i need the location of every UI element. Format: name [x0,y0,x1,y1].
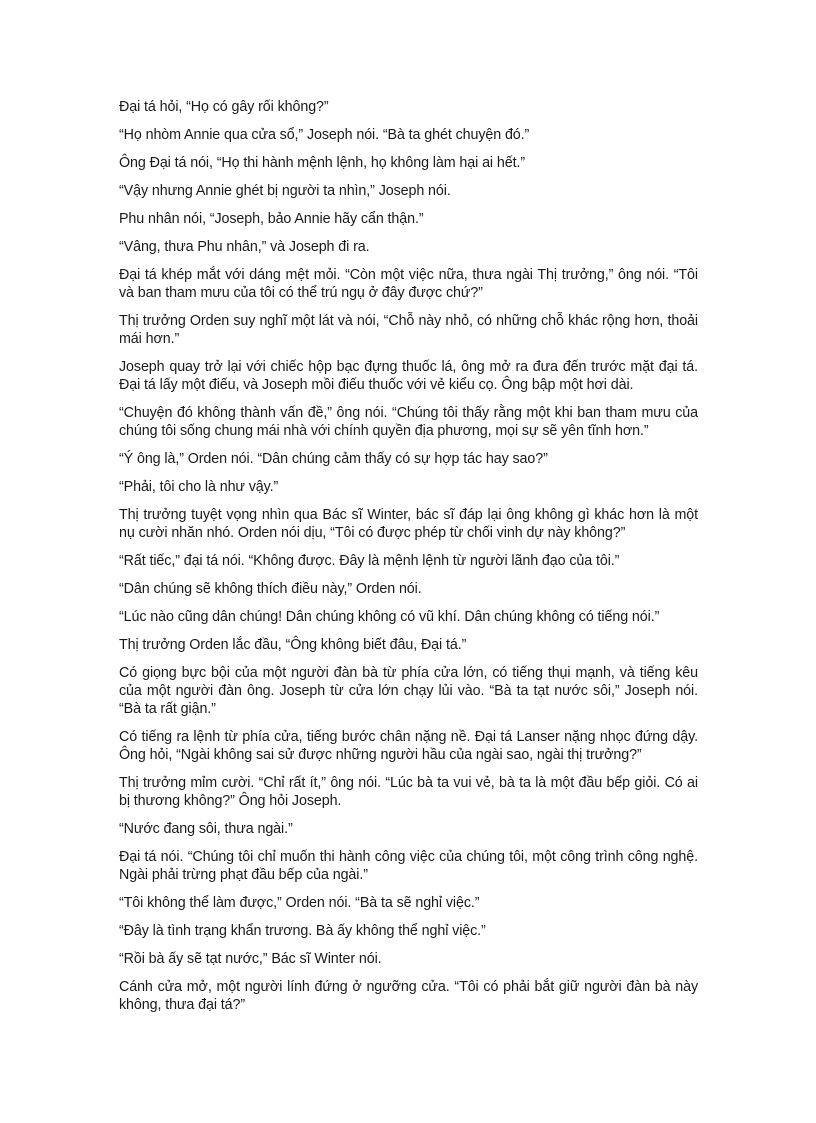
paragraph: Đại tá nói. “Chúng tôi chỉ muốn thi hành công việc của chúng tôi, một công trình công nghệ. Ngài phải trừng phạt đầu bếp của ngài.” [119,849,698,883]
paragraph: “Vâng, thưa Phu nhân,” và Joseph đi ra. [119,239,370,255]
paragraph: Thị trưởng mỉm cười. “Chỉ rất ít,” ông nói. “Lúc bà ta vui vẻ, bà ta là một đầu bếp giỏi. Có ai bị thương không?” Ông hỏi Joseph. [119,775,698,809]
paragraph: “Nước đang sôi, thưa ngài.” [119,821,293,837]
paragraph: Đại tá hỏi, “Họ có gây rối không?” [119,99,329,115]
paragraph: Thị trưởng Orden suy nghĩ một lát và nói, “Chỗ này nhỏ, có những chỗ khác rộng hơn, thoải mái hơn.” [119,313,698,347]
paragraph: Có giọng bực bội của một người đàn bà từ phía cửa lớn, có tiếng thụi mạnh, và tiếng kêu của một người đàn ông. Joseph từ cửa lớn chạy lủi vào. “Bà ta tạt nước sôi,” Joseph nói. “Bà ta rất giận.” [119,665,698,717]
paragraph: “Ý ông là,” Orden nói. “Dân chúng cảm thấy có sự hợp tác hay sao?” [119,451,548,467]
paragraph: Phu nhân nói, “Joseph, bảo Annie hãy cẩn thận.” [119,211,424,227]
paragraph: “Rất tiếc,” đại tá nói. “Không được. Đây là mệnh lệnh từ người lãnh đạo của tôi.” [119,553,620,569]
paragraph: “Chuyện đó không thành vấn đề,” ông nói. “Chúng tôi thấy rằng một khi ban tham mưu của chúng tôi sống chung mái nhà với chính quyền địa phương, mọi sự sẽ yên tĩnh hơn.” [119,405,698,439]
paragraph: “Tôi không thể làm được,” Orden nói. “Bà ta sẽ nghỉ việc.” [119,895,480,911]
paragraph: Thị trưởng Orden lắc đầu, “Ông không biết đâu, Đại tá.” [119,637,467,653]
paragraph: “Lúc nào cũng dân chúng! Dân chúng không có vũ khí. Dân chúng không có tiếng nói.” [119,609,660,625]
paragraph: Đại tá khép mắt với dáng mệt mỏi. “Còn một việc nữa, thưa ngài Thị trưởng,” ông nói. “Tôi và ban tham mưu của tôi có thể trú ngụ ở đây được chứ?” [119,267,698,301]
paragraph: Joseph quay trở lại với chiếc hộp bạc đựng thuốc lá, ông mở ra đưa đến trước mặt đại tá. Đại tá lấy một điếu, và Joseph mồi điếu thuốc với vẻ kiểu cọ. Ông bập một hơi dài. [119,359,698,393]
document-page [119,98,698,1024]
paragraph: “Rồi bà ấy sẽ tạt nước,” Bác sĩ Winter nói. [119,951,382,967]
paragraph: Có tiếng ra lệnh từ phía cửa, tiếng bước chân nặng nề. Đại tá Lanser nặng nhọc đứng dậy. Ông hỏi, “Ngài không sai sử được những người hầu của ngài sao, ngài thị trưởng?” [119,729,698,763]
paragraph: “Họ nhòm Annie qua cửa sổ,” Joseph nói. “Bà ta ghét chuyện đó.” [119,127,530,143]
paragraph: Cánh cửa mở, một người lính đứng ở ngưỡng cửa. “Tôi có phải bắt giữ người đàn bà này không, thưa đại tá?” [119,979,698,1013]
paragraph: “Đây là tình trạng khẩn trương. Bà ấy không thể nghỉ việc.” [119,923,486,939]
paragraph: “Phải, tôi cho là như vậy.” [119,479,279,495]
paragraph: “Dân chúng sẽ không thích điều này,” Orden nói. [119,581,422,597]
paragraph: Thị trưởng tuyệt vọng nhìn qua Bác sĩ Winter, bác sĩ đáp lại ông không gì khác hơn là một nụ cười nhăn nhó. Orden nói dịu, “Tôi có được phép từ chối vinh dự này không?” [119,507,698,541]
paragraph: Ông Đại tá nói, “Họ thi hành mệnh lệnh, họ không làm hại ai hết.” [119,155,525,171]
paragraph: “Vậy nhưng Annie ghét bị người ta nhìn,” Joseph nói. [119,183,451,199]
